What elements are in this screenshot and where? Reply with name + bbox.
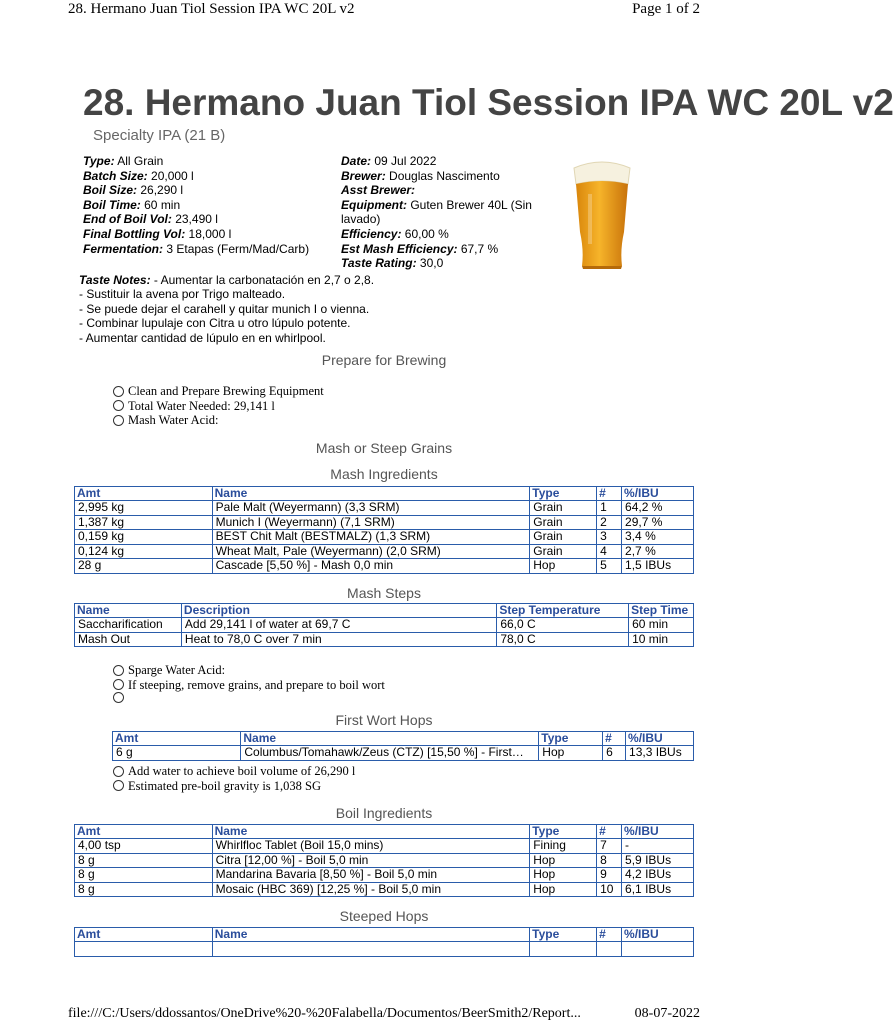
checklist-item[interactable] bbox=[113, 384, 324, 399]
table-row bbox=[75, 853, 694, 868]
detail-row bbox=[341, 169, 541, 184]
table-header-row bbox=[75, 928, 694, 942]
table-cell: 8 g bbox=[75, 868, 213, 883]
table-cell: 3,4 % bbox=[622, 530, 694, 545]
table-cell: Mandarina Bavaria [8,50 %] - Boil 5,0 min bbox=[212, 868, 530, 883]
taste-note-line: - Aumentar la carbonatación en 2,7 o 2,8. bbox=[150, 273, 375, 287]
table-cell: 6,1 IBUs bbox=[622, 882, 694, 897]
checkbox-circle-icon[interactable] bbox=[113, 679, 124, 690]
footer-date: 08-07-2022 bbox=[634, 1006, 700, 1021]
checkbox-circle-icon[interactable] bbox=[113, 692, 124, 703]
table-row bbox=[75, 868, 694, 883]
taste-notes bbox=[79, 273, 374, 345]
table-header-row bbox=[75, 604, 694, 618]
table-cell: Hop bbox=[530, 559, 597, 574]
checkbox-circle-icon[interactable] bbox=[113, 400, 124, 411]
column-header[interactable]: Name bbox=[241, 732, 539, 746]
detail-value: 26,290 l bbox=[137, 183, 184, 198]
detail-label: Brewer: bbox=[341, 168, 386, 183]
beer-glass-icon bbox=[570, 154, 634, 270]
table-cell: 78,0 C bbox=[497, 632, 629, 647]
checklist-item[interactable] bbox=[113, 764, 355, 779]
detail-row bbox=[83, 242, 309, 257]
column-header[interactable]: # bbox=[603, 732, 626, 746]
table-cell: - bbox=[622, 839, 694, 854]
table-cell: Fining bbox=[530, 839, 597, 854]
column-header[interactable]: %/IBU bbox=[622, 487, 694, 501]
checklist-item[interactable] bbox=[113, 692, 385, 703]
detail-label: Boil Size: bbox=[83, 183, 138, 198]
table-cell: 5 bbox=[597, 559, 622, 574]
table-cell: 2 bbox=[597, 515, 622, 530]
table-cell: 0,124 kg bbox=[75, 544, 213, 559]
table-cell: 4,00 tsp bbox=[75, 839, 213, 854]
table-cell: 8 g bbox=[75, 853, 213, 868]
column-header[interactable]: Name bbox=[212, 825, 530, 839]
footer-file-path: file:///C:/Users/ddossantos/OneDrive%20-%20Falabella/Documentos/BeerSmith2/Report... bbox=[68, 1006, 581, 1021]
table-cell: Hop bbox=[530, 868, 597, 883]
column-header[interactable]: %/IBU bbox=[622, 928, 694, 942]
detail-label: Equipment: bbox=[341, 197, 407, 212]
table-cell: Grain bbox=[530, 544, 597, 559]
recipe-title: 28. Hermano Juan Tiol Session IPA WC 20L v2 bbox=[83, 82, 894, 123]
column-header[interactable]: Amt bbox=[113, 732, 241, 746]
detail-label: Fermentation: bbox=[83, 241, 164, 256]
table-cell bbox=[622, 942, 694, 957]
detail-row bbox=[83, 169, 309, 184]
checklist-label: Total Water Needed: 29,141 l bbox=[128, 398, 275, 413]
detail-row bbox=[83, 227, 309, 242]
detail-value: 60,00 % bbox=[401, 226, 449, 241]
checklist-item[interactable] bbox=[113, 413, 324, 428]
detail-row bbox=[341, 183, 541, 198]
table-cell: 1,387 kg bbox=[75, 515, 213, 530]
column-header[interactable]: Name bbox=[212, 928, 529, 942]
checklist-label: Sparge Water Acid: bbox=[128, 663, 226, 677]
column-header[interactable]: %/IBU bbox=[622, 825, 694, 839]
detail-label: Batch Size: bbox=[83, 168, 148, 183]
table-cell: 10 bbox=[597, 882, 622, 897]
detail-row bbox=[83, 212, 309, 227]
checklist-label: Clean and Prepare Brewing Equipment bbox=[128, 384, 324, 398]
detail-row bbox=[341, 212, 541, 227]
table-cell: 60 min bbox=[629, 618, 694, 633]
column-header[interactable]: Amt bbox=[75, 825, 213, 839]
column-header[interactable]: Type bbox=[539, 732, 603, 746]
column-header[interactable]: # bbox=[597, 928, 622, 942]
table-cell: Wheat Malt, Pale (Weyermann) (2,0 SRM) bbox=[212, 544, 530, 559]
table-cell: 7 bbox=[597, 839, 622, 854]
detail-value: 09 Jul 2022 bbox=[371, 154, 437, 168]
detail-label: Taste Rating: bbox=[341, 256, 417, 271]
checklist-label: Mash Water Acid: bbox=[128, 413, 219, 427]
checkbox-circle-icon[interactable] bbox=[113, 766, 124, 777]
table-cell: 4 bbox=[597, 544, 622, 559]
table-cell: 1,5 IBUs bbox=[622, 559, 694, 574]
table-cell: 13,3 IBUs bbox=[626, 746, 694, 761]
checklist-item[interactable] bbox=[113, 399, 324, 414]
detail-value: Douglas Nascimento bbox=[385, 168, 500, 183]
column-header[interactable]: Name bbox=[75, 604, 182, 618]
checkbox-circle-icon[interactable] bbox=[113, 415, 124, 426]
column-header[interactable]: Description bbox=[181, 604, 496, 618]
recipe-style: Specialty IPA (21 B) bbox=[93, 127, 226, 144]
table-cell bbox=[597, 942, 622, 957]
checklist-label: Add water to achieve boil volume of 26,290 l bbox=[128, 764, 356, 778]
taste-note-line: - Combinar lupulaje con Citra u otro lúpulo potente. bbox=[79, 316, 351, 331]
detail-row bbox=[341, 154, 541, 169]
section-boil-ingredients: Boil Ingredients bbox=[335, 805, 433, 821]
detail-label: Type: bbox=[83, 154, 115, 168]
steeped-hops-table bbox=[74, 927, 694, 957]
table-row bbox=[75, 632, 694, 647]
checklist-item[interactable] bbox=[113, 678, 385, 693]
mash-steps-table bbox=[74, 603, 694, 647]
column-header[interactable]: Amt bbox=[75, 487, 213, 501]
detail-value: All Grain bbox=[114, 154, 164, 168]
taste-note-line: - Aumentar cantidad de lúpulo en en whirlpool. bbox=[79, 330, 326, 345]
detail-value: Guten Brewer 40L (Sin bbox=[407, 197, 532, 212]
table-cell: Saccharification bbox=[75, 618, 182, 633]
table-cell: Hop bbox=[530, 882, 597, 897]
detail-label: Final Bottling Vol: bbox=[83, 226, 186, 241]
table-cell: 9 bbox=[597, 868, 622, 883]
detail-value: 67,7 % bbox=[457, 241, 499, 256]
boil-ingredients-table bbox=[74, 824, 694, 897]
page-number: Page 1 of 2 bbox=[632, 1, 700, 17]
table-cell: 66,0 C bbox=[497, 618, 629, 633]
table-cell: Hop bbox=[530, 853, 597, 868]
table-cell: 5,9 IBUs bbox=[622, 853, 694, 868]
table-row bbox=[75, 559, 694, 574]
checkbox-circle-icon[interactable] bbox=[113, 386, 124, 397]
checklist-label: Estimated pre-boil gravity is 1,038 SG bbox=[128, 778, 322, 793]
table-cell: Pale Malt (Weyermann) (3,3 SRM) bbox=[212, 501, 530, 516]
table-cell: 4,2 IBUs bbox=[622, 868, 694, 883]
table-cell: Cascade [5,50 %] - Mash 0,0 min bbox=[212, 559, 530, 574]
table-cell: Mosaic (HBC 369) [12,25 %] - Boil 5,0 min bbox=[212, 882, 530, 897]
sparge-checklist bbox=[113, 663, 385, 703]
table-row bbox=[75, 501, 694, 516]
detail-value: 60 min bbox=[140, 197, 181, 212]
section-first-wort-hops: First Wort Hops bbox=[335, 712, 433, 728]
column-header[interactable]: # bbox=[597, 825, 622, 839]
checklist-item[interactable] bbox=[113, 779, 355, 794]
detail-label: Boil Time: bbox=[83, 197, 141, 212]
table-row bbox=[75, 515, 694, 530]
column-header[interactable]: # bbox=[597, 487, 622, 501]
recipe-details-left bbox=[83, 154, 309, 256]
table-cell: 29,7 % bbox=[622, 515, 694, 530]
checkbox-circle-icon[interactable] bbox=[113, 780, 124, 791]
table-row bbox=[75, 618, 694, 633]
table-cell: 1 bbox=[597, 501, 622, 516]
detail-row bbox=[83, 183, 309, 198]
table-cell: Grain bbox=[530, 515, 597, 530]
table-cell: Mash Out bbox=[75, 632, 182, 647]
table-cell: 64,2 % bbox=[622, 501, 694, 516]
column-header[interactable]: Type bbox=[530, 487, 597, 501]
table-cell bbox=[75, 942, 213, 957]
detail-label: Asst Brewer: bbox=[341, 183, 416, 198]
table-row bbox=[75, 839, 694, 854]
table-row bbox=[75, 544, 694, 559]
detail-row bbox=[83, 154, 309, 169]
detail-value: 23,490 l bbox=[171, 212, 218, 227]
table-row bbox=[113, 746, 694, 761]
table-cell: Heat to 78,0 C over 7 min bbox=[181, 632, 496, 647]
detail-row bbox=[341, 227, 541, 242]
table-cell: 28 g bbox=[75, 559, 213, 574]
table-row bbox=[75, 530, 694, 545]
taste-notes-label: Taste Notes: bbox=[79, 273, 151, 287]
column-header[interactable]: %/IBU bbox=[626, 732, 694, 746]
table-cell: 6 bbox=[603, 746, 626, 761]
taste-note-line: - Sustituir la avena por Trigo malteado. bbox=[79, 287, 286, 302]
detail-label: Date: bbox=[341, 154, 372, 168]
boil-prep-checklist bbox=[113, 764, 355, 793]
recipe-details-right bbox=[341, 154, 541, 271]
section-mash-ingredients: Mash Ingredients bbox=[330, 466, 438, 482]
checklist-label: If steeping, remove grains, and prepare to boil wort bbox=[128, 677, 385, 692]
checklist-item[interactable] bbox=[113, 663, 385, 678]
table-header-row bbox=[113, 732, 694, 746]
table-cell: BEST Chit Malt (BESTMALZ) (1,3 SRM) bbox=[212, 530, 530, 545]
detail-label: Efficiency: bbox=[341, 226, 402, 241]
column-header[interactable]: Step Temperature bbox=[497, 604, 629, 618]
table-cell: Columbus/Tomahawk/Zeus (CTZ) [15,50 %] - First… bbox=[241, 746, 539, 761]
column-header[interactable]: Type bbox=[530, 928, 597, 942]
table-cell: Grain bbox=[530, 501, 597, 516]
section-mash-or-steep: Mash or Steep Grains bbox=[315, 440, 453, 456]
table-header-row bbox=[75, 825, 694, 839]
section-mash-steps: Mash Steps bbox=[347, 585, 421, 601]
column-header[interactable]: Amt bbox=[75, 928, 213, 942]
browser-page-title: 28. Hermano Juan Tiol Session IPA WC 20L v2 bbox=[68, 1, 355, 17]
detail-row bbox=[341, 198, 541, 213]
table-cell: 0,159 kg bbox=[75, 530, 213, 545]
table-row bbox=[75, 942, 694, 957]
table-cell: Munich I (Weyermann) (7,1 SRM) bbox=[212, 515, 530, 530]
table-cell: Citra [12,00 %] - Boil 5,0 min bbox=[212, 853, 530, 868]
table-cell: 8 g bbox=[75, 882, 213, 897]
detail-row bbox=[341, 242, 541, 257]
detail-row bbox=[83, 198, 309, 213]
table-header-row bbox=[75, 487, 694, 501]
detail-value: 20,000 l bbox=[147, 168, 194, 183]
first-wort-hops-table bbox=[112, 731, 694, 761]
detail-label: Est Mash Efficiency: bbox=[341, 241, 458, 256]
table-cell: 2,7 % bbox=[622, 544, 694, 559]
table-cell: 2,995 kg bbox=[75, 501, 213, 516]
checkbox-circle-icon[interactable] bbox=[113, 665, 124, 676]
table-cell: Hop bbox=[539, 746, 603, 761]
table-cell: 8 bbox=[597, 853, 622, 868]
table-cell: 3 bbox=[597, 530, 622, 545]
column-header[interactable]: Name bbox=[212, 487, 530, 501]
table-cell bbox=[212, 942, 529, 957]
detail-row bbox=[341, 256, 541, 271]
table-cell: 6 g bbox=[113, 746, 241, 761]
detail-label: End of Boil Vol: bbox=[83, 212, 172, 227]
section-prepare-for-brewing: Prepare for Brewing bbox=[321, 352, 447, 368]
section-steeped-hops: Steeped Hops bbox=[339, 908, 429, 924]
table-cell: 10 min bbox=[629, 632, 694, 647]
detail-value: lavado) bbox=[341, 212, 381, 227]
taste-note-line: - Se puede dejar el carahell y quitar munich I o vienna. bbox=[79, 301, 370, 316]
prepare-checklist bbox=[113, 384, 324, 428]
table-cell bbox=[530, 942, 597, 957]
detail-value: 3 Etapas (Ferm/Mad/Carb) bbox=[163, 241, 310, 256]
detail-value: 18,000 l bbox=[185, 226, 232, 241]
column-header[interactable]: Type bbox=[530, 825, 597, 839]
table-cell: Whirlfloc Tablet (Boil 15,0 mins) bbox=[212, 839, 530, 854]
column-header[interactable]: Step Time bbox=[629, 604, 694, 618]
table-cell: Grain bbox=[530, 530, 597, 545]
table-row bbox=[75, 882, 694, 897]
mash-ingredients-table bbox=[74, 486, 694, 574]
detail-value: 30,0 bbox=[416, 256, 444, 271]
table-cell: Add 29,141 l of water at 69,7 C bbox=[181, 618, 496, 633]
